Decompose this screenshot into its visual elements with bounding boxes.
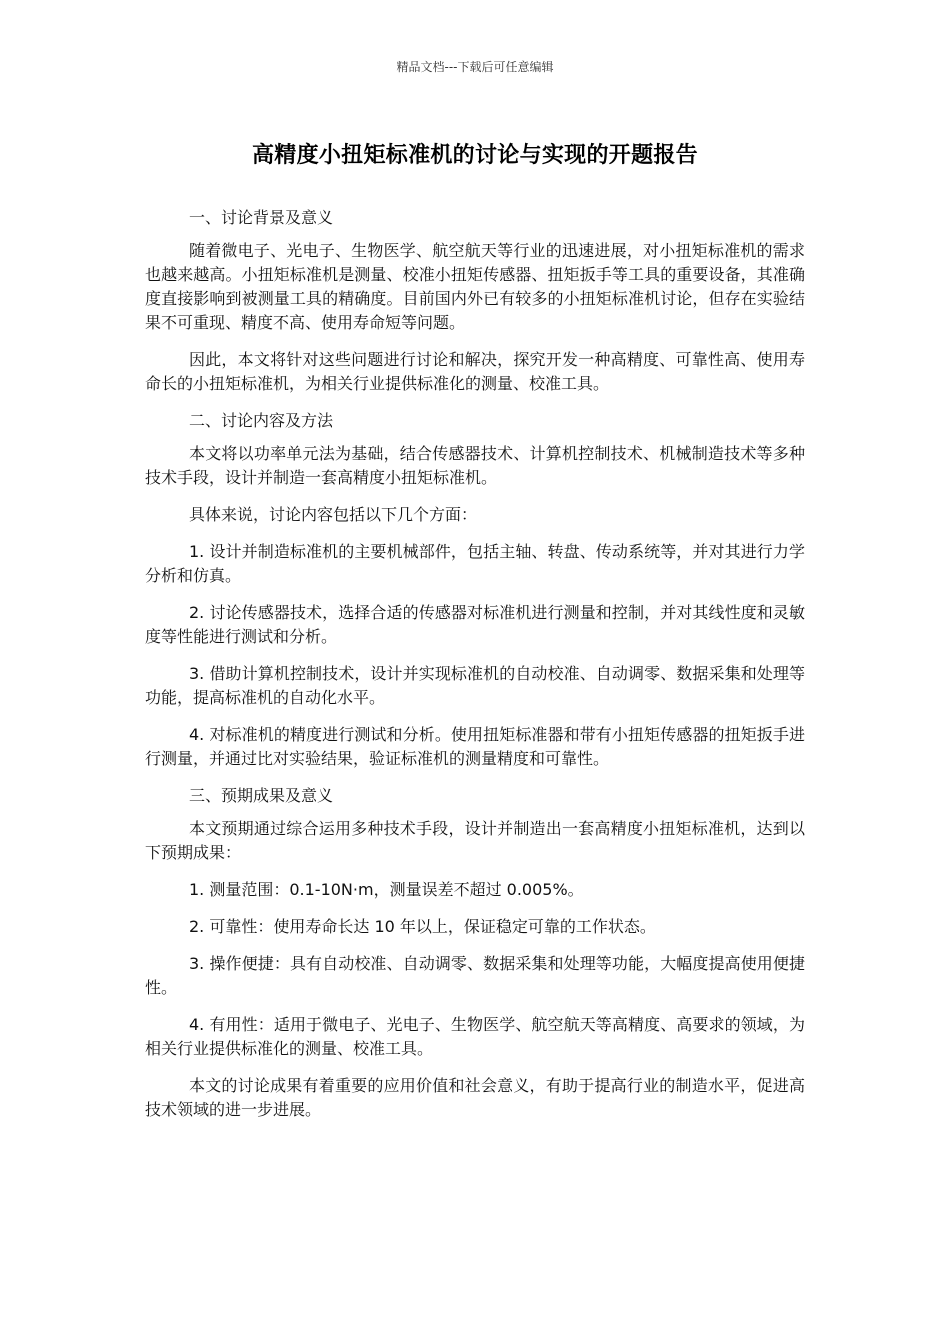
paragraph-background-1: 随着微电子、光电子、生物医学、航空航天等行业的迅速进展，对小扭矩标准机的需求也越来越高。小扭矩标准机是测量、校准小扭矩传感器、扭矩扳手等工具的重要设备，其准确度直接影响到被测量工具的精确度。目前国内外已有较多的小扭矩标准机讨论，但存在实验结果不可重现、精度不高、使用寿命短等问题。 (145, 241, 805, 332)
paragraph-results-1: 本文预期通过综合运用多种技术手段，设计并制造出一套高精度小扭矩标准机，达到以下预期成果： (145, 819, 805, 862)
list-item-result-2: 2. 可靠性：使用寿命长达 10 年以上，保证稳定可靠的工作状态。 (189, 917, 656, 936)
list-item-content-2: 2. 讨论传感器技术，选择合适的传感器对标准机进行测量和控制，并对其线性度和灵敏度等性能进行测试和分析。 (145, 603, 805, 646)
document-body (145, 206, 805, 1135)
page-header-text: 精品文档---下载后可任意编辑 (396, 60, 554, 74)
section-heading-background: 一、讨论背景及意义 (189, 208, 334, 227)
paragraph-background-2: 因此，本文将针对这些问题进行讨论和解决，探究开发一种高精度、可靠性高、使用寿命长的小扭矩标准机，为相关行业提供标准化的测量、校准工具。 (145, 350, 805, 393)
section-heading-results: 三、预期成果及意义 (189, 786, 334, 805)
document-title: 高精度小扭矩标准机的讨论与实现的开题报告 (251, 143, 698, 168)
paragraph-conclusion: 本文的讨论成果有着重要的应用价值和社会意义，有助于提高行业的制造水平，促进高技术领域的进一步进展。 (145, 1076, 805, 1119)
paragraph-methods-2: 具体来说，讨论内容包括以下几个方面： (189, 505, 478, 524)
list-item-content-3: 3. 借助计算机控制技术，设计并实现标准机的自动校准、自动调零、数据采集和处理等功能，提高标准机的自动化水平。 (145, 664, 805, 707)
list-item-content-1: 1. 设计并制造标准机的主要机械部件，包括主轴、转盘、传动系统等，并对其进行力学分析和仿真。 (145, 542, 805, 585)
paragraph-methods-1: 本文将以功率单元法为基础，结合传感器技术、计算机控制技术、机械制造技术等多种技术手段，设计并制造一套高精度小扭矩标准机。 (145, 444, 805, 487)
list-item-result-1: 1. 测量范围：0.1-10N·m，测量误差不超过 0.005%。 (189, 880, 584, 899)
section-heading-methods: 二、讨论内容及方法 (189, 411, 334, 430)
list-item-result-3: 3. 操作便捷：具有自动校准、自动调零、数据采集和处理等功能，大幅度提高使用便捷性。 (145, 954, 805, 997)
list-item-result-4: 4. 有用性：适用于微电子、光电子、生物医学、航空航天等高精度、高要求的领域，为相关行业提供标准化的测量、校准工具。 (145, 1015, 805, 1058)
list-item-content-4: 4. 对标准机的精度进行测试和分析。使用扭矩标准器和带有小扭矩传感器的扭矩扳手进行测量，并通过比对实验结果，验证标准机的测量精度和可靠性。 (145, 725, 805, 768)
